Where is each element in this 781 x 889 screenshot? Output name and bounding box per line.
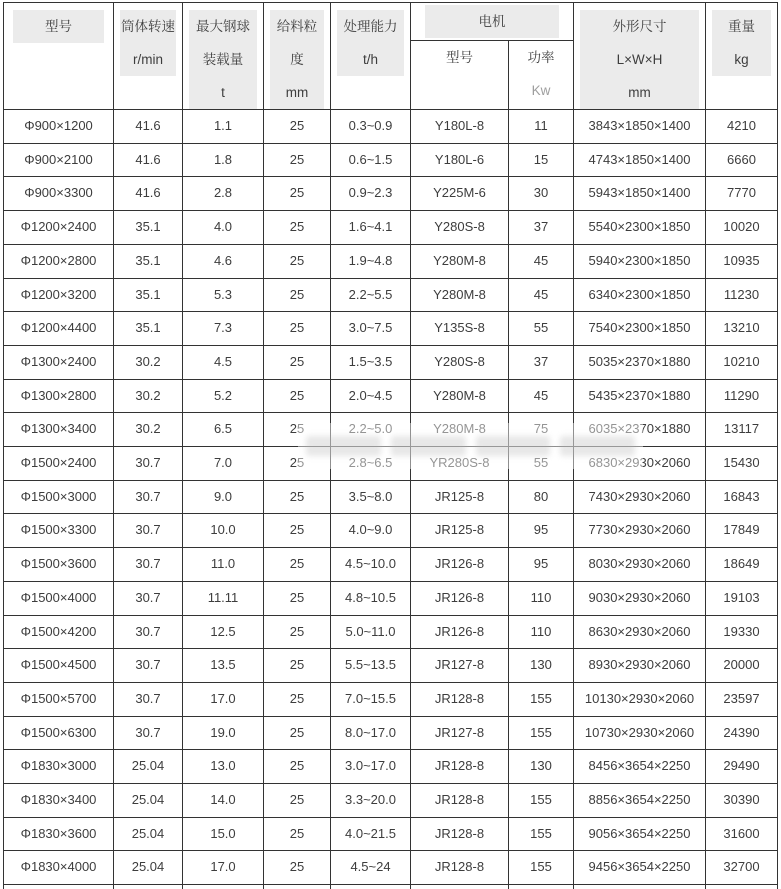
table-cell: 11.11 [183,581,264,615]
table-cell: 10020 [706,211,778,245]
col-header-weight [706,3,778,110]
table-cell: 155 [509,817,574,851]
table-cell: Φ1500×3600 [4,548,114,582]
table-cell: 19330 [706,615,778,649]
table-cell: 25 [264,649,331,683]
table-cell: 0.3~0.9 [331,110,411,144]
table-row [4,784,778,818]
table-cell: 18649 [706,548,778,582]
table-cell: 41.6 [114,177,183,211]
table-row [4,817,778,851]
table-cell: 35.1 [114,312,183,346]
table-cell: Φ1830×4000 [4,851,114,885]
table-cell: Φ1500×2400 [4,447,114,481]
table-cell: 7.3 [183,312,264,346]
table-cell: JR126-8 [411,548,509,582]
table-cell: 15430 [706,447,778,481]
table-row [4,244,778,278]
table-cell: 45 [509,278,574,312]
table-cell: 4.0 [183,211,264,245]
col-header-dimensions-label: 外形尺寸 [612,19,667,34]
col-header-model-label: 型号 [45,19,72,34]
table-cell: 14.0 [183,784,264,818]
spec-table-body [4,110,778,889]
table-cell: 12.5 [183,615,264,649]
table-cell: JR128-8 [411,851,509,885]
table-cell: 5.3 [183,278,264,312]
table-cell: 30.7 [114,581,183,615]
table-cell: 25 [264,514,331,548]
table-cell: Φ1500×4200 [4,615,114,649]
table-row [4,716,778,750]
table-cell: 0.6~1.5 [331,143,411,177]
table-cell: Φ900×1200 [4,110,114,144]
col-header-motor-model-label: 型号 [446,50,473,66]
table-cell: 15.0 [183,817,264,851]
table-cell: 55 [509,447,574,481]
col-header-feed-size-label1: 给料粒 [276,19,318,34]
table-cell: 30.7 [114,682,183,716]
table-row [4,447,778,481]
table-cell: 3.3~20.0 [331,784,411,818]
table-cell: 8.0~17.0 [331,716,411,750]
table-cell: 7.0~15.5 [331,682,411,716]
table-cell: 15 [509,143,574,177]
table-cell: 24390 [706,716,778,750]
table-cell: JR125-8 [411,514,509,548]
table-cell: 11290 [706,379,778,413]
table-cell: 5035×2370×1880 [574,345,706,379]
table-row [4,682,778,716]
table-cell: 41.6 [114,143,183,177]
table-cell: 9456×3654×2250 [574,851,706,885]
table-row [4,211,778,245]
table-cell: 35.1 [114,211,183,245]
table-cell [574,885,706,889]
table-cell: 45 [509,244,574,278]
table-cell: 1.1 [183,110,264,144]
table-cell: 8856×3654×2250 [574,784,706,818]
table-cell: Φ1200×3200 [4,278,114,312]
table-cell: 25 [264,615,331,649]
table-cell: 32700 [706,851,778,885]
table-row [4,345,778,379]
table-cell: 9.0 [183,480,264,514]
table-cell: JR127-8 [411,716,509,750]
table-cell: 1.5~3.5 [331,345,411,379]
table-cell: 3.0~17.0 [331,750,411,784]
table-cell: Φ1300×2400 [4,345,114,379]
table-cell: JR128-8 [411,784,509,818]
table-cell [264,885,331,889]
table-cell: 2.8~6.5 [331,447,411,481]
table-cell: 110 [509,615,574,649]
table-cell: 25 [264,480,331,514]
table-cell: Y180L-8 [411,110,509,144]
table-cell: 25 [264,278,331,312]
col-header-dimensions [574,3,706,110]
table-cell: 25 [264,379,331,413]
table-cell: 5540×2300×1850 [574,211,706,245]
col-header-model [4,3,114,110]
table-cell: 30.2 [114,379,183,413]
table-cell: 130 [509,649,574,683]
table-cell: JR127-8 [411,649,509,683]
table-cell: 25 [264,312,331,346]
table-cell: 30.7 [114,447,183,481]
table-cell: JR128-8 [411,750,509,784]
table-cell: 80 [509,480,574,514]
table-cell: Φ1500×3300 [4,514,114,548]
table-cell: 7730×2930×2060 [574,514,706,548]
table-cell: 4.6 [183,244,264,278]
table-cell: 55 [509,312,574,346]
table-cell: 37 [509,211,574,245]
table-row [4,750,778,784]
table-row [4,480,778,514]
table-cell: JR128-8 [411,682,509,716]
table-cell: 25 [264,851,331,885]
table-cell: 25 [264,413,331,447]
table-cell: 25 [264,177,331,211]
table-cell: 155 [509,716,574,750]
table-row [4,379,778,413]
table-cell: 11.0 [183,548,264,582]
table-cell: 130 [509,750,574,784]
table-cell: 155 [509,682,574,716]
table-cell: Φ900×3300 [4,177,114,211]
table-cell: 25.04 [114,750,183,784]
table-row [4,851,778,885]
table-cell: 25 [264,817,331,851]
table-cell: 2.0~4.5 [331,379,411,413]
table-cell: Y225M-6 [411,177,509,211]
table-cell: 4.8~10.5 [331,581,411,615]
col-header-dimensions-formula: L×W×H [616,52,663,67]
table-cell: 35.1 [114,244,183,278]
table-cell: 10.0 [183,514,264,548]
table-cell: 6830×2930×2060 [574,447,706,481]
table-row [4,548,778,582]
table-cell [183,885,264,889]
table-cell: Y280M-8 [411,413,509,447]
table-row [4,312,778,346]
table-cell [509,885,574,889]
table-cell: 5435×2370×1880 [574,379,706,413]
table-cell: JR128-8 [411,817,509,851]
table-cell: 13.5 [183,649,264,683]
table-cell: Y280S-8 [411,211,509,245]
table-cell: 3843×1850×1400 [574,110,706,144]
table-row [4,413,778,447]
table-cell: Φ1830×3000 [4,750,114,784]
col-header-capacity-unit: t/h [362,52,378,67]
table-cell: 5943×1850×1400 [574,177,706,211]
table-cell: 13.0 [183,750,264,784]
table-cell: 30.7 [114,716,183,750]
table-cell: 41.6 [114,110,183,144]
table-row [4,615,778,649]
table-cell: 25 [264,682,331,716]
table-cell: Y180L-6 [411,143,509,177]
table-cell: 9056×3654×2250 [574,817,706,851]
col-header-speed-unit: r/min [133,52,163,67]
table-cell: JR126-8 [411,581,509,615]
col-header-motor-power [509,41,574,110]
table-cell: 4743×1850×1400 [574,143,706,177]
table-cell: 1.6~4.1 [331,211,411,245]
table-cell: Φ1300×3400 [4,413,114,447]
table-cell: 17.0 [183,682,264,716]
table-cell: Φ900×2100 [4,143,114,177]
table-cell: 9030×2930×2060 [574,581,706,615]
table-cell: 7540×2300×1850 [574,312,706,346]
col-header-feed-size-label2: 度 [290,52,304,67]
table-cell: 19103 [706,581,778,615]
col-header-motor-power-label: 功率 [527,50,555,66]
table-cell: 3.0~7.5 [331,312,411,346]
table-cell: Y280M-8 [411,278,509,312]
table-cell: Φ1200×2800 [4,244,114,278]
table-cell: Φ1500×4500 [4,649,114,683]
table-cell: Y280M-8 [411,244,509,278]
table-cell: 8456×3654×2250 [574,750,706,784]
col-header-motor-group [411,3,574,41]
table-cell: 30390 [706,784,778,818]
table-cell: 7770 [706,177,778,211]
table-cell: Φ1500×5700 [4,682,114,716]
table-cell: 11230 [706,278,778,312]
table-cell: 30.2 [114,413,183,447]
table-cell: 25 [264,581,331,615]
table-cell [411,885,509,889]
table-cell: 6035×2370×1880 [574,413,706,447]
table-cell: 95 [509,514,574,548]
col-header-motor-power-unit: Kw [531,83,551,99]
table-cell: 25 [264,345,331,379]
table-cell: 4.0~9.0 [331,514,411,548]
table-cell: 10210 [706,345,778,379]
col-header-motor-model [411,41,509,110]
table-cell: 5.0~11.0 [331,615,411,649]
table-cell: Φ1830×3600 [4,817,114,851]
col-header-ball-load-unit: t [221,85,225,100]
col-header-weight-unit: kg [734,52,749,67]
col-header-capacity-label: 处理能力 [343,19,398,34]
table-cell: 8930×2930×2060 [574,649,706,683]
table-cell: 0.9~2.3 [331,177,411,211]
table-cell [4,885,114,889]
table-cell: 20000 [706,649,778,683]
col-header-ball-load-label2: 装载量 [202,52,244,67]
table-cell: 10730×2930×2060 [574,716,706,750]
table-cell: 25 [264,211,331,245]
table-cell: Y280M-8 [411,379,509,413]
table-cell: 25 [264,750,331,784]
table-cell: 45 [509,379,574,413]
table-header [4,3,778,110]
table-cell: 7430×2930×2060 [574,480,706,514]
table-cell: 110 [509,581,574,615]
table-cell: 23597 [706,682,778,716]
table-cell: 5.2 [183,379,264,413]
table-cell: 13117 [706,413,778,447]
table-cell: 4.5~24 [331,851,411,885]
table-cell: 25.04 [114,784,183,818]
table-cell: 29490 [706,750,778,784]
table-cell: 30.7 [114,649,183,683]
table-cell: Y280S-8 [411,345,509,379]
table-cell: 8630×2930×2060 [574,615,706,649]
col-header-ball-load [183,3,264,110]
table-cell: 25 [264,244,331,278]
table-cell: 1.8 [183,143,264,177]
table-cell: 35.1 [114,278,183,312]
col-header-ball-load-label1: 最大钢球 [196,19,250,34]
table-cell: 13210 [706,312,778,346]
table-row [4,581,778,615]
table-cell: 95 [509,548,574,582]
table-cell: 5.5~13.5 [331,649,411,683]
col-header-dimensions-unit: mm [628,85,651,100]
table-cell [331,885,411,889]
table-row [4,177,778,211]
table-cell: 10130×2930×2060 [574,682,706,716]
table-cell: 25 [264,716,331,750]
table-cell: 11 [509,110,574,144]
table-cell: 16843 [706,480,778,514]
table-cell: 31600 [706,817,778,851]
table-cell: 75 [509,413,574,447]
ball-mill-spec-table [3,2,778,889]
table-cell: 25 [264,447,331,481]
table-cell: Φ1200×4400 [4,312,114,346]
table-cell: 30.7 [114,514,183,548]
table-row [4,514,778,548]
col-header-capacity [331,3,411,110]
table-cell: 8030×2930×2060 [574,548,706,582]
table-cell: JR125-8 [411,480,509,514]
table-cell: 4.5~10.0 [331,548,411,582]
table-cell: 30.7 [114,615,183,649]
table-cell: 2.2~5.0 [331,413,411,447]
table-cell: 2.8 [183,177,264,211]
table-cell: Φ1200×2400 [4,211,114,245]
col-header-speed-label: 筒体转速 [121,19,175,34]
table-cell [114,885,183,889]
table-row [4,110,778,144]
table-cell: Φ1500×6300 [4,716,114,750]
table-cell: 10935 [706,244,778,278]
table-cell: 17.0 [183,851,264,885]
table-cell: 25.04 [114,851,183,885]
table-cell: Φ1500×3000 [4,480,114,514]
table-cell: 19.0 [183,716,264,750]
table-cell: 25.04 [114,817,183,851]
table-cell: 4.5 [183,345,264,379]
table-row [4,649,778,683]
table-cell: 37 [509,345,574,379]
col-header-speed [114,3,183,110]
table-cell: Φ1300×2800 [4,379,114,413]
table-cell: 30 [509,177,574,211]
table-cell: Y135S-8 [411,312,509,346]
col-header-motor-group-label: 电机 [478,14,506,29]
table-cell: Φ1500×4000 [4,581,114,615]
table-cell: 30.7 [114,548,183,582]
table-cell: 2.2~5.5 [331,278,411,312]
table-cell: 4.0~21.5 [331,817,411,851]
table-cell: 25 [264,548,331,582]
table-cell: 17849 [706,514,778,548]
table-cell: 6340×2300×1850 [574,278,706,312]
table-cell: YR280S-8 [411,447,509,481]
table-cell: 155 [509,851,574,885]
table-cell: 6660 [706,143,778,177]
col-header-weight-label: 重量 [728,19,755,34]
table-cell: 25 [264,110,331,144]
table-cell: 3.5~8.0 [331,480,411,514]
table-cell: 25 [264,143,331,177]
table-cell: 4210 [706,110,778,144]
col-header-feed-size [264,3,331,110]
table-cell: 7.0 [183,447,264,481]
table-cell: 30.2 [114,345,183,379]
table-cell: JR126-8 [411,615,509,649]
table-row-partial [4,885,778,889]
table-cell: Φ1830×3400 [4,784,114,818]
col-header-feed-size-unit: mm [285,85,309,100]
table-cell [706,885,778,889]
table-cell: 155 [509,784,574,818]
table-row [4,143,778,177]
table-cell: 1.9~4.8 [331,244,411,278]
table-cell: 5940×2300×1850 [574,244,706,278]
table-cell: 25 [264,784,331,818]
table-row [4,278,778,312]
table-cell: 6.5 [183,413,264,447]
table-cell: 30.7 [114,480,183,514]
